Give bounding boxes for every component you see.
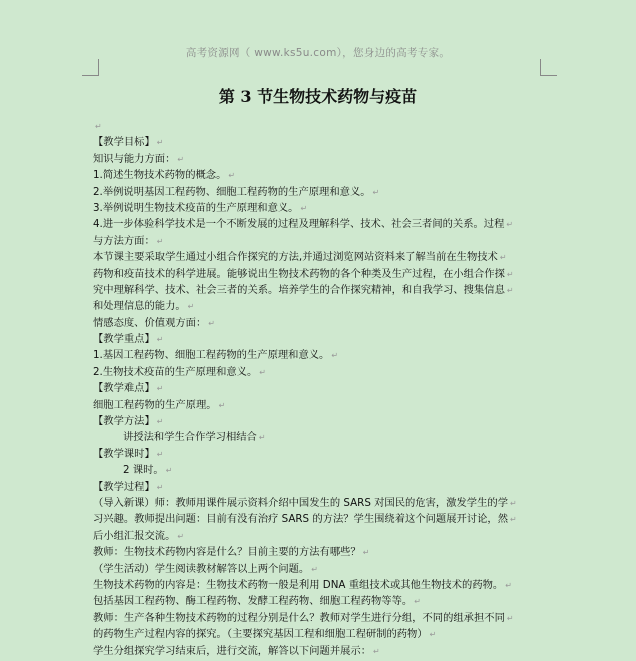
paragraph-line [93, 380, 543, 396]
paragraph-line [93, 200, 543, 216]
paragraph-mark-icon: ↵ [156, 335, 164, 345]
paragraph-mark-icon: ↵ [499, 253, 507, 263]
paragraph-line [93, 413, 543, 429]
paragraph-line [93, 118, 543, 134]
line-text: （学生活动）学生阅读教材解答以上两个问题。 [93, 562, 310, 575]
line-text: 【教学过程】 [93, 480, 155, 493]
line-text: 教师：生产各种生物技术药物的过程分别是什么？教师对学生进行分组，不同的组承担不同 [93, 611, 505, 624]
paragraph-line [93, 282, 543, 298]
margin-corner-mark-left [82, 59, 99, 76]
page-header: 高考资源网（ www.ks5u.com），您身边的高考专家。 [185, 47, 451, 59]
paragraph-mark-icon: ↵ [156, 417, 164, 427]
paragraph-mark-icon: ↵ [187, 302, 195, 312]
line-text: 1.基因工程药物、细胞工程药物的生产原理和意义。 [93, 349, 330, 362]
paragraph-mark-icon: ↵ [156, 138, 164, 148]
line-text: 【教学目标】 [93, 136, 155, 149]
paragraph-mark-icon: ↵ [506, 220, 514, 230]
line-text: 的药物生产过程内容的探究。（主要探究基因工程和细胞工程研制的药物） [93, 628, 428, 641]
line-text: 2.举例说明基因工程药物、细胞工程药物的生产原理和意义。 [93, 185, 371, 198]
paragraph-mark-icon: ↵ [311, 564, 318, 574]
paragraph-line [93, 347, 543, 363]
line-text: 和处理信息的能力。 [93, 300, 186, 313]
paragraph-mark-icon: ↵ [510, 515, 517, 525]
paragraph-line [93, 298, 543, 314]
paragraph-mark-icon: ↵ [506, 613, 514, 623]
line-text: 2 课时。 [123, 464, 164, 477]
paragraph-line [93, 184, 543, 200]
paragraph-mark-icon: ↵ [218, 400, 226, 410]
line-text: 究中理解科学、技术、社会三者的关系。培养学生的合作探究精神，和自我学习、搜集信息 [93, 283, 505, 296]
line-text: 与方法方面： [93, 234, 155, 247]
paragraph-mark-icon: ↵ [208, 318, 215, 328]
paragraph-line [93, 266, 543, 282]
line-text: 学生分组探究学习结束后，进行交流，解答以下问题并展示： [93, 644, 372, 657]
paragraph-mark-icon: ↵ [259, 367, 266, 377]
paragraph-mark-icon: ↵ [510, 498, 517, 508]
paragraph-mark-icon: ↵ [506, 269, 514, 279]
paragraph-mark-icon: ↵ [156, 482, 164, 492]
paragraph-line [93, 446, 543, 462]
line-text: 习兴趣。教师提出问题：目前有没有治疗 SARS 的方法？学生围绕着这个问题展开讨论，然 [93, 513, 508, 526]
line-text: （导入新课）师：教师用课件展示资料介绍中国发生的 SARS 对国民的危害，激发学生的学 [93, 496, 508, 509]
document-title: 第 3 节生物技术药物与疫苗 [218, 87, 418, 106]
paragraph-mark-icon: ↵ [362, 548, 370, 558]
line-text: 情感态度、价值观方面： [93, 316, 207, 329]
paragraph-line [93, 479, 543, 495]
paragraph-line [93, 364, 543, 380]
paragraph-line [93, 429, 543, 445]
paragraph-line [93, 216, 543, 232]
paragraph-line [93, 331, 543, 347]
paragraph-line [93, 643, 543, 659]
paragraph-line [93, 593, 543, 609]
paragraph-line [93, 610, 543, 626]
paragraph-mark-icon: ↵ [177, 531, 185, 541]
line-text: 3.举例说明生物技术疫苗的生产原理和意义。 [93, 201, 299, 214]
paragraph-line [93, 495, 543, 511]
paragraph-line [93, 167, 543, 183]
line-text: 【教学课时】 [93, 447, 155, 460]
paragraph-mark-icon: ↵ [373, 646, 380, 656]
paragraph-line [93, 233, 543, 249]
paragraph-line [93, 544, 543, 560]
line-text: 包括基因工程药物、酶工程药物、发酵工程药物、细胞工程药物等等。 [93, 595, 413, 608]
paragraph-mark-icon: ↵ [300, 203, 308, 213]
paragraph-mark-icon: ↵ [156, 384, 164, 394]
paragraph-mark-icon: ↵ [165, 466, 173, 476]
line-text: 【教学重点】 [93, 333, 155, 346]
line-text: 讲授法和学生合作学习相结合 [123, 431, 257, 444]
paragraph-mark-icon: ↵ [505, 580, 512, 590]
paragraph-line [93, 134, 543, 150]
paragraph-mark-icon: ↵ [331, 351, 339, 361]
line-text: 药物和疫苗技术的科学进展。能够说出生物技术药物的各个种类及生产过程，在小组合作探 [93, 267, 505, 280]
line-text: 1.简述生物技术药物的概念。 [93, 169, 227, 182]
line-text: 【教学方法】 [93, 415, 155, 428]
margin-corner-mark-right [540, 59, 557, 76]
line-text: 教师：生物技术药物内容是什么？目前主要的方法有哪些？ [93, 546, 361, 559]
line-text: 【教学难点】 [93, 382, 155, 395]
paragraph-line [93, 462, 543, 478]
paragraph-mark-icon: ↵ [95, 122, 102, 131]
paragraph-mark-icon: ↵ [258, 433, 266, 443]
paragraph-line [93, 626, 543, 642]
paragraph-line [93, 511, 543, 527]
paragraph-line [93, 249, 543, 265]
paragraph-mark-icon: ↵ [414, 597, 421, 607]
paragraph-mark-icon: ↵ [156, 236, 164, 246]
paragraph-mark-icon: ↵ [177, 154, 185, 164]
paragraph-mark-icon: ↵ [429, 630, 437, 640]
paragraph-mark-icon: ↵ [506, 285, 514, 295]
line-text: 4.进一步体验科学技术是一个不断发展的过程及理解科学、技术、社会三者间的关系。过程 [93, 218, 505, 231]
paragraph-line [93, 561, 543, 577]
paragraph-mark-icon: ↵ [228, 171, 236, 181]
line-text: 后小组汇报交流。 [93, 529, 176, 542]
paragraph-line [93, 315, 543, 331]
line-text: 生物技术药物的内容是：生物技术药物一般是利用 DNA 重组技术或其他生物技术的药物。 [93, 578, 504, 591]
paragraph-mark-icon: ↵ [372, 187, 380, 197]
paragraph-line [93, 151, 543, 167]
line-text: 细胞工程药物的生产原理。 [93, 398, 217, 411]
line-text: 2.生物技术疫苗的生产原理和意义。 [93, 365, 258, 378]
paragraph-line [93, 528, 543, 544]
paragraph-mark-icon: ↵ [156, 449, 164, 459]
document-body [93, 118, 543, 659]
paragraph-line [93, 397, 543, 413]
line-text: 知识与能力方面： [93, 152, 176, 165]
paragraph-line [93, 577, 543, 593]
line-text: 本节课主要采取学生通过小组合作探究的方法,并通过浏览网站资料来了解当前在生物技术 [93, 251, 498, 264]
